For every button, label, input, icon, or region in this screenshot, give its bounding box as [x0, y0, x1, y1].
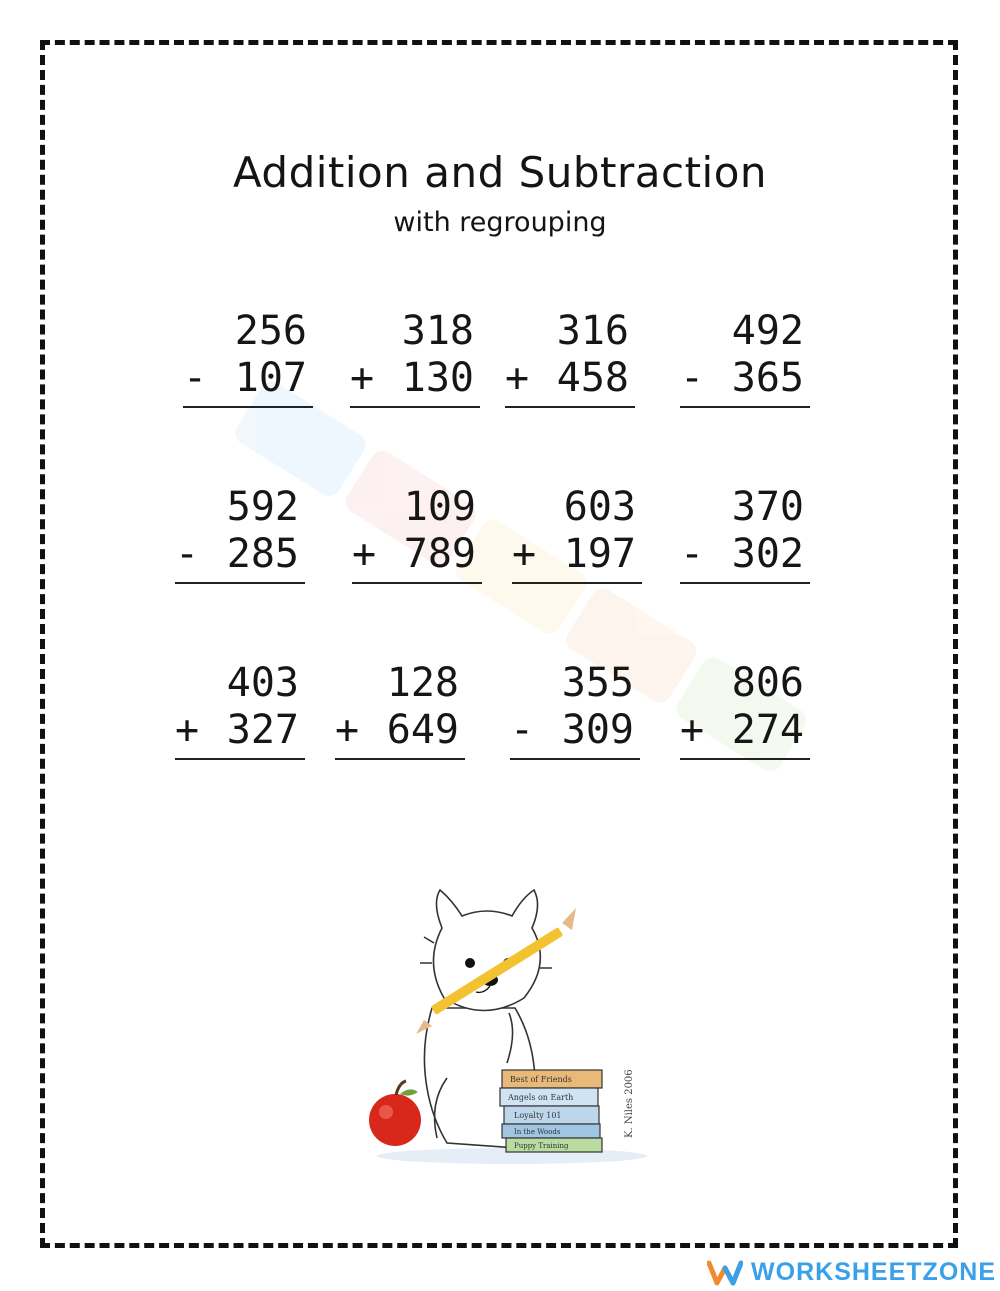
problem-operator: -: [183, 355, 208, 401]
book-title: Loyalty 101: [514, 1111, 562, 1120]
problem-operator: +: [335, 707, 360, 753]
problem-operator: +: [350, 355, 375, 401]
problem-top-number: 492: [731, 308, 804, 354]
problem-top-number: 256: [234, 308, 307, 354]
problem-operator: +: [175, 707, 200, 753]
artist-signature: K. Niles 2006: [624, 1069, 635, 1138]
problem-bottom-number: 458: [556, 355, 629, 401]
answer-line: [510, 758, 640, 760]
problem-bottom-number: 789: [403, 531, 476, 577]
problem-bottom-number: 197: [563, 531, 636, 577]
problem-11: [510, 660, 640, 760]
apple-icon: [369, 1081, 421, 1146]
answer-line: [350, 406, 480, 408]
problem-9: [175, 660, 305, 760]
brand-footer[interactable]: [707, 1258, 996, 1287]
book-title: Best of Friends: [510, 1075, 572, 1084]
problem-1: [183, 308, 313, 408]
answer-line: [175, 582, 305, 584]
problem-operator: +: [512, 531, 537, 577]
problem-operator: -: [510, 707, 535, 753]
problem-5: [175, 484, 305, 584]
problem-bottom-number: 649: [386, 707, 459, 753]
problem-bottom-number: 309: [561, 707, 634, 753]
problem-bottom-number: 365: [731, 355, 804, 401]
problem-bottom-number: 302: [731, 531, 804, 577]
answer-line: [512, 582, 642, 584]
problem-top-number: 806: [731, 660, 804, 706]
problem-7: [512, 484, 642, 584]
problem-top-number: 370: [731, 484, 804, 530]
problem-operator: +: [352, 531, 377, 577]
problem-bottom-number: 130: [401, 355, 474, 401]
problem-8: [680, 484, 810, 584]
book-title: Puppy Training: [514, 1142, 569, 1150]
problem-bottom-number: 327: [226, 707, 299, 753]
problem-operator: +: [680, 707, 705, 753]
problem-top-number: 592: [226, 484, 299, 530]
answer-line: [680, 582, 810, 584]
brand-name: WORKSHEETZONE: [751, 1258, 996, 1286]
problem-top-number: 403: [226, 660, 299, 706]
problem-2: [350, 308, 480, 408]
book-title: In the Woods: [514, 1128, 561, 1136]
problem-10: [335, 660, 465, 760]
answer-line: [352, 582, 482, 584]
problem-4: [680, 308, 810, 408]
problem-operator: -: [175, 531, 200, 577]
book-title: Angels on Earth: [508, 1093, 574, 1102]
worksheetzone-logo-icon: [707, 1260, 743, 1286]
worksheet-subtitle: with regrouping: [393, 207, 607, 238]
problem-3: [505, 308, 635, 408]
answer-line: [183, 406, 313, 408]
problem-operator: -: [680, 531, 705, 577]
answer-line: [680, 758, 810, 760]
answer-line: [175, 758, 305, 760]
problem-bottom-number: 285: [226, 531, 299, 577]
problem-bottom-number: 107: [234, 355, 307, 401]
problem-top-number: 128: [386, 660, 459, 706]
problem-top-number: 603: [563, 484, 636, 530]
problem-operator: +: [505, 355, 530, 401]
problem-6: [352, 484, 482, 584]
answer-line: [680, 406, 810, 408]
worksheet-title: Addition and Subtraction: [232, 148, 768, 197]
problem-12: [680, 660, 810, 760]
answer-line: [505, 406, 635, 408]
answer-line: [335, 758, 465, 760]
problem-top-number: 109: [403, 484, 476, 530]
puppy-illustration: [362, 888, 652, 1168]
problem-top-number: 355: [561, 660, 634, 706]
problem-operator: -: [680, 355, 705, 401]
problem-bottom-number: 274: [731, 707, 804, 753]
problem-top-number: 318: [401, 308, 474, 354]
problem-top-number: 316: [556, 308, 629, 354]
